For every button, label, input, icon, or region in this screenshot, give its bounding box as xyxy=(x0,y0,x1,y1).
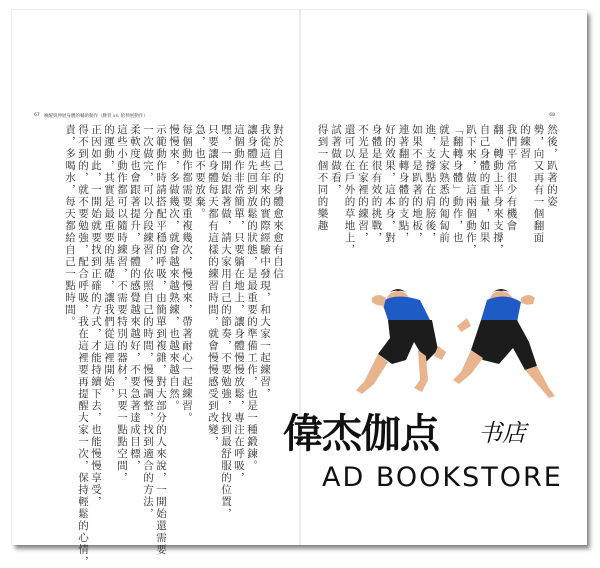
right-page-text-column: 「翻轉身體」動作，也 xyxy=(451,124,464,244)
person-right-figure xyxy=(453,289,555,398)
left-page-text-column: 慢慢來，多做幾次，就會越來越熟練，也越來越自然。 xyxy=(168,124,180,412)
right-page-text-column: 好的效果，這本身，對 xyxy=(384,124,396,244)
right-page-text-column: 得到一個不同的樂趣 xyxy=(316,124,329,232)
right-page-text-column: 連著翻轉身體的支點， xyxy=(397,124,410,244)
person-left-figure xyxy=(356,289,446,394)
person-right-shirt xyxy=(481,296,521,322)
left-page-text-column: 急，也不要放棄。 xyxy=(194,124,206,220)
left-page-text-column: 只要讓身體每天都有這樣的練習時間，就會慢慢感受到改變， xyxy=(207,124,219,448)
right-page-text-column: 的練習 xyxy=(519,124,531,160)
left-page-text-column: 對於自己的身體愈來愈有自信 xyxy=(272,124,284,280)
right-page-text-column: 身體是很有效的挑戰， xyxy=(370,124,383,244)
right-page-text-column: 趴下來，做這兩個動作， xyxy=(465,124,477,256)
right-page-number: 68 xyxy=(549,113,555,118)
left-page-text-column: 這個動作非常簡單，只要躺在地上，讓身體慢慢放鬆，專注在呼吸， xyxy=(233,124,245,484)
left-running-head: 喚醒與伸展身體的輔助動作（腰背 vs. 給伸展動作） xyxy=(44,114,148,119)
left-page-number: 67 xyxy=(34,113,40,118)
right-page-text-column: 自己身體的重量，如果 xyxy=(478,124,491,244)
left-page-text-column: 嘿，一開始跟著做，請大家用自己的節奏，不要勉強，找到最舒服的位置， xyxy=(220,124,232,520)
left-page-text-column: 柔軟度也會跟著提升，身體的感覺越來越好，不要急著達成目標， xyxy=(129,124,141,472)
person-right-pants xyxy=(471,320,537,370)
person-left-pants xyxy=(378,320,438,364)
left-page-text-column: 每個動作都需要重複幾次，慢慢來，帶著耐心一起練習。 xyxy=(181,124,193,424)
left-page-text-column: 得不到的，就不要勉強，配合呼吸，我在這裡要再提醒大家一次，保持輕鬆的心情， xyxy=(77,124,89,568)
left-page-text-column: 的運動，其實是最重要的基礎，讓我們從這裡開始， xyxy=(103,124,115,400)
right-page-text-column: 然後，趴著的姿 xyxy=(546,124,558,208)
watermark-store-name: 偉杰伽点 xyxy=(283,411,439,457)
right-page-text-column: 還可以在戶外的草地上， xyxy=(343,124,356,256)
lying-people-photo xyxy=(342,280,562,410)
right-page-text-column: 就是大家熟悉的匍匐前 xyxy=(438,124,450,244)
left-page-text-column: 責，多喝水，每天都給自己一點時間。 xyxy=(64,124,76,328)
right-page-text-column: 進，支撐點在肩膀後， xyxy=(424,124,437,244)
left-page-text-column: 示範動作時請搭配平穩的呼吸，由簡單到複雜，對大部分的人來說，一開始還需要 xyxy=(155,124,167,556)
watermark-shop-label: 书店 xyxy=(478,419,526,447)
page-gutter xyxy=(299,10,301,545)
left-page-text-column: 我從這些年來的實際經驗中發現，和大家一起練習， xyxy=(259,124,271,400)
left-page-text-column: 這些小動作都可以隨時練習，不需要特別的器材，只要一點點空間， xyxy=(116,124,128,484)
right-page-text-column: 我們平常很少有機會 xyxy=(505,124,518,232)
right-page-text-column: 翻、轉動上半身來支撐， xyxy=(492,124,504,256)
left-page-text-column: 一次做完，可以分段練習，依照自己的時間，慢慢調整，找到適合的方法， xyxy=(142,124,154,520)
right-page-text-column: 如果不是趴著的地板， xyxy=(411,124,423,244)
right-page-text-column: 不光是在家裡的練習， xyxy=(357,124,369,244)
right-page-text-column: 試著做做看， xyxy=(330,124,342,196)
watermark-english-name: AD BOOKSTORE xyxy=(322,462,563,493)
right-page-text-column: 勢，向又再有一個翻面 xyxy=(532,124,545,244)
left-page-text-column: 正因如此，一開始就要找到正確的方式，才能持續下去，也能慢慢享受， xyxy=(90,124,102,508)
left-page-text-column: 讓身體先回到放鬆的狀態，是最重要的準備工作，也是一種鍛鍊。 xyxy=(246,124,258,472)
person-left-shirt xyxy=(382,296,430,322)
